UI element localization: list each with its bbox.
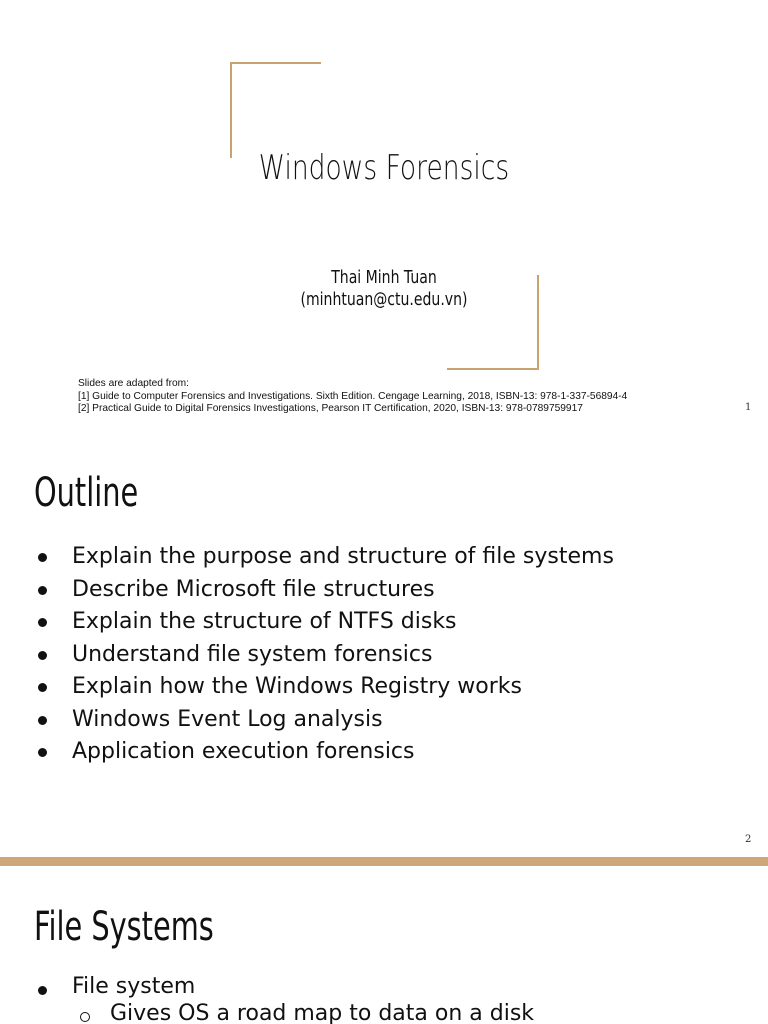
bullet-dot-icon xyxy=(38,748,47,757)
bullet-dot-icon xyxy=(38,586,47,595)
list-item-text: Describe Microsoft file structures xyxy=(72,576,435,602)
list-item-text: File system xyxy=(72,974,196,999)
list-item-text: Windows Event Log analysis xyxy=(72,706,383,732)
list-item xyxy=(38,704,614,737)
bullet-dot-icon xyxy=(38,651,47,660)
slide-title: Outline xyxy=(34,470,139,516)
references-heading: Slides are adapted from: xyxy=(78,378,189,389)
list-item xyxy=(38,671,614,704)
sub-list-item xyxy=(80,1001,534,1024)
list-item-text: Application execution forensics xyxy=(72,739,415,764)
sub-list-item-text: Gives OS a road map to data on a disk xyxy=(110,1001,535,1024)
bullet-dot-icon xyxy=(38,716,47,725)
list-item xyxy=(38,639,614,672)
list-item-text: Explain the purpose and structure of file systems xyxy=(72,544,614,569)
references-block xyxy=(78,378,738,416)
presentation-title: Windows Forensics xyxy=(258,148,510,188)
corner-accent-top-left-vertical xyxy=(230,62,232,158)
reference-1: [1] Guide to Computer Forensics and Investigations. Sixth Edition. Cengage Learning, 2018, ISBN-13: 978-1-337-56894-4 xyxy=(78,390,628,402)
slide-number: 2 xyxy=(745,834,752,845)
list-item xyxy=(38,541,614,574)
bullet-ring-icon xyxy=(80,1012,90,1022)
bullet-dot-icon xyxy=(38,553,47,562)
slide-3-file-systems xyxy=(0,866,768,1024)
slide-divider-band xyxy=(0,857,768,866)
slide-title: File Systems xyxy=(34,904,214,950)
list-item-text: Understand file system forensics xyxy=(72,641,433,667)
slide-2-outline xyxy=(0,432,768,857)
slide-number: 1 xyxy=(745,402,752,413)
list-item xyxy=(38,974,195,999)
corner-accent-bottom-right-horizontal xyxy=(447,368,539,370)
author-block xyxy=(84,267,683,311)
list-item-text: Explain how the Windows Registry works xyxy=(72,674,522,699)
bullet-dot-icon xyxy=(38,683,47,692)
author-email: (minhtuan@ctu.edu.vn) xyxy=(300,289,468,310)
author-name: Thai Minh Tuan xyxy=(331,267,437,288)
list-item xyxy=(38,736,614,769)
bullet-dot-icon xyxy=(38,618,47,627)
outline-list xyxy=(38,541,614,769)
slide-1-title xyxy=(0,0,768,432)
list-item xyxy=(38,606,614,639)
corner-accent-top-left-horizontal xyxy=(230,62,321,64)
reference-2: [2] Practical Guide to Digital Forensics Investigations, Pearson IT Certification, 2020, ISBN-13: 978-0789759917 xyxy=(78,403,583,414)
list-item xyxy=(38,574,614,607)
bullet-dot-icon xyxy=(38,986,47,995)
list-item-text: Explain the structure of NTFS disks xyxy=(72,609,457,634)
